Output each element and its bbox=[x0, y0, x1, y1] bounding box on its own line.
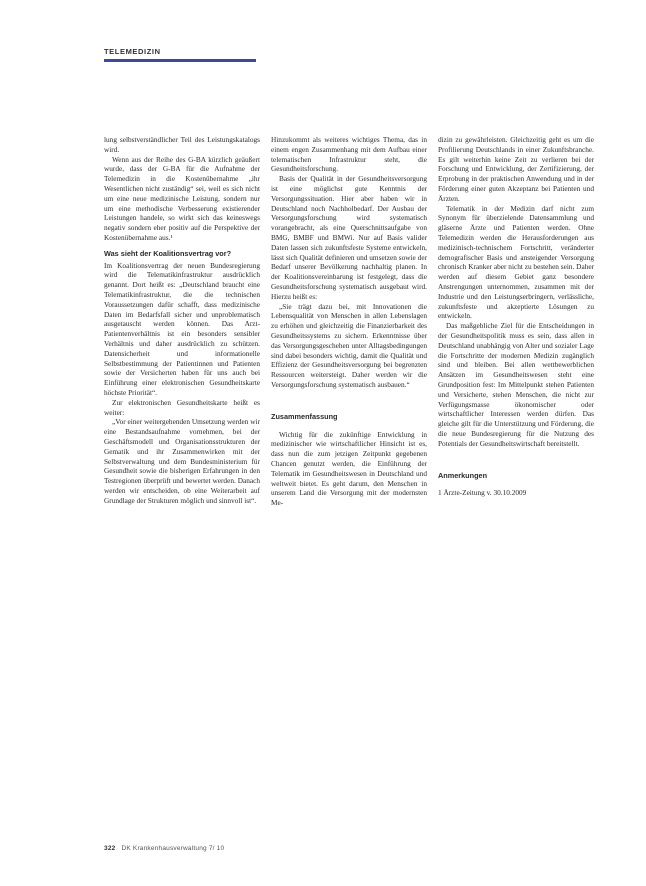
section-heading: Zusammenfassung bbox=[271, 411, 338, 421]
text-column-3 bbox=[438, 135, 594, 498]
paragraph: Telematik in der Medizin darf nicht zum Synonym für überzielende Datensammlung und gläserne Ärzte und Patienten werden. Ohne Telemedizin werden die Herausforderungen aus medizinisch-technischem Fortschritt, veränderter demografischer Basis und ansteigender Versorgung chronisch Kranker aber nicht zu bestehen sein. Daher werden auf diesem Gebiet ganz besondere Anstrengungen unternommen, zusammen mit der Industrie und den Leistungserbringern, verlässliche, zukunftsfeste und akzeptierte Lösungen zu entwickeln. bbox=[438, 203, 595, 321]
text-column-1 bbox=[104, 135, 260, 505]
paragraph: Zur elektronischen Gesundheitskarte heißt es weiter: bbox=[104, 397, 260, 417]
paragraph: Wenn aus der Reihe des G-BA kürzlich geäußert wurde, dass der G-BA für die Aufnahme der Telemedizin in die Kostenübernahme „ihr Wesentlichen nicht zuständig“ sei, weil es sich nicht um eine neue medizinische Leistung, sondern nur um eine methodische Verbesserung existierender Leistungen handele, so wirkt sich das keineswegs negativ sondern eher positiv auf die Perspektive der Kostenübernahme aus.¹ bbox=[104, 154, 260, 242]
reference-item: 1 Ärzte-Zeitung v. 30.10.2009 bbox=[438, 488, 527, 498]
section-heading: Anmerkungen bbox=[438, 470, 488, 480]
paragraph: „Vor einer weitergehenden Umsetzung werden wir eine Bestandsaufnahme vornehmen, bei der Geschäftsmodell und Organisationsstrukturen der Gematik und ihr Zusammenwirken mit der Selbstverwaltung und dem Bundesministerium für Gesundheit sowie die bisherigen Erfahrungen in den Testregionen überprüft und bewertet werden. Danach werden wir entscheiden, ob eine Weiterarbeit auf Grundlage der Strukturen möglich und sinnvoll ist“. bbox=[104, 417, 260, 505]
paragraph: Basis der Qualität in der Gesundheitsversorgung ist eine möglichst gute Kenntnis der Versorgungssituation. Hier aber haben wir in Deutschland noch Nachholbedarf. Der Ausbau der Versorgungsforschung wird systematisch vorangebracht, als eine Querschnittsaufgabe von BMG, BMBF und BMWi. Nur auf Basis valider Daten lassen sich zukunftsfeste Systeme entwickeln, lässt sich Qualität definieren und umsetzen sowie der Bedarf unserer Bevölkerung nachhaltig planen. In der Koalitionsvereinbarung ist festgelegt, dass die Gesundheitsforschung systematisch ausgebaut wird. Hierzu heißt es: bbox=[271, 174, 427, 301]
paragraph: „Sie trägt dazu bei, mit Innovationen die Lebensqualität von Menschen in allen Lebenslagen zu erhöhen und gleichzeitig die Finanzierbarkeit des Gesundheitssystems zu sichern. Erkenntnisse über das Versorgungsgeschehen unter Alltagsbedingungen sind dabei besonders wichtig, damit die Qualität und Effizienz der Gesundheitsversorgung bei begrenzten Ressourcen weitersteigt. Daher werden wir die Versorgungsforschung systematisch ausbauen.“ bbox=[271, 301, 427, 389]
section-label: TELEMEDIZIN bbox=[104, 47, 161, 56]
section-rule bbox=[104, 59, 256, 62]
paragraph: lung selbstverständlicher Teil des Leistungskatalogs wird. bbox=[104, 135, 260, 154]
paragraph: Das maßgebliche Ziel für die Entscheidungen in der Gesundheitspolitik muss es sein, dass allen in Deutschland unabhängig von Alter und sozialer Lage die Fortschritte der modernen Medizin zugänglich sind und bleiben. Bei allen wettbewerblichen Ansätzen im Gesundheitswesen steht eine Grundposition fest: Im Mittelpunkt stehen Patienten und Versicherte, stehen Menschen, die nicht zur Verfügungsmasse ökonomischer oder wirtschaftlicher Interessen werden dürfen. Das gleiche gilt für die Unterstützung und Förderung, die die neue Bundesregierung für die Nutzung des Potentials der Gesundheitswirtschaft bereitstellt. bbox=[438, 321, 594, 448]
text-column-2 bbox=[271, 135, 427, 508]
paragraph: Hinzukommt als weiteres wichtiges Thema, das in einem engen Zusammenhang mit dem Aufbau einer telematischen Infrastruktur steht, die Gesundheitsforschung. bbox=[271, 135, 427, 174]
page-footer bbox=[104, 845, 224, 852]
journal-reference: DK Krankenhausverwaltung 7/ 10 bbox=[121, 845, 225, 852]
paragraph: Wichtig für die zukünftige Entwicklung in medizinischer wie wirtschaftlicher Hinsicht ist es, dass nun die zum jetzigen Zeitpunkt gegebenen Chancen genutzt werden, die Einführung der Telematik im Gesundheitswesen in Deutschland und weltweit bietet. Es geht darum, den Menschen in unserem Land die Versorgung mit der modernsten Me- bbox=[271, 429, 427, 508]
paragraph: dizin zu gewährleisten. Gleichzeitig geht es um die Profilierung Deutschlands in einer Zukunftsbranche. Es gilt weiterhin keine Zeit zu verlieren bei der Forschung und Entwicklung, der Zertifizierung, der Erprobung in der praktischen Anwendung und in der Förderung einer guten Akzeptanz bei Patienten und Ärzten. bbox=[438, 135, 594, 203]
paragraph: Im Koalitionsvertrag der neuen Bundesregierung wird die Telematikinfrastruktur ausdrücklich genannt. Dort heißt es: „Deutschland braucht eine Telematikinfrastruktur, die die technischen Voraussetzungen dafür schafft, dass medizinische Daten im Bedarfsfall sicher und unproblematisch ausgetauscht werden können. Das Arzt-Patientenverhältnis ist ein besonders sensibler Verhältnis und daher ausdrücklich zu schützen. Datensicherheit und informationelle Selbstbestimmung der Patientinnen und Patienten sowie der Versicherten haben für uns auch bei Einführung einer elektronischen Gesundheitskarte höchste Priorität“. bbox=[104, 260, 260, 397]
section-heading: Was sieht der Koalitionsvertrag vor? bbox=[104, 248, 232, 258]
page-number: 322 bbox=[104, 845, 116, 852]
